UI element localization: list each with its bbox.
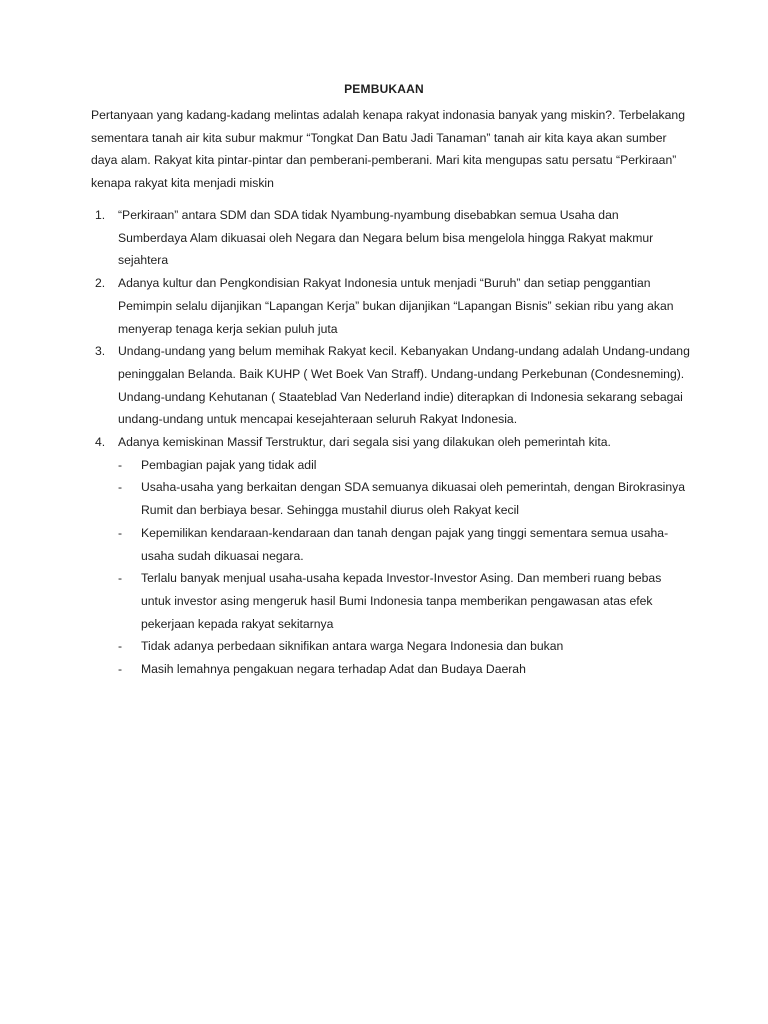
sublist-item-text: Usaha-usaha yang berkaitan dengan SDA semuanya dikuasai oleh pemerintah, dengan Birokrasinya Rumit dan berbiaya besar. Sehingga mustahil diurus oleh Rakyat kecil bbox=[141, 480, 686, 518]
dash-marker: - bbox=[118, 662, 123, 677]
dash-marker: - bbox=[118, 457, 123, 472]
dash-marker: - bbox=[118, 480, 123, 495]
list-item-text: Adanya kemiskinan Massif Terstruktur, dari segala sisi yang dilakukan oleh pemerintah kita. bbox=[118, 435, 611, 450]
list-item bbox=[91, 340, 691, 431]
sublist-item bbox=[118, 658, 691, 681]
numbered-list bbox=[91, 204, 691, 681]
document-title: PEMBUKAAN bbox=[344, 82, 424, 96]
sublist-item-text: Masih lemahnya pengakuan negara terhadap Adat dan Budaya Daerah bbox=[141, 662, 526, 677]
list-item bbox=[91, 431, 691, 681]
list-number: 4. bbox=[95, 435, 106, 450]
list-item bbox=[91, 204, 691, 272]
dash-marker: - bbox=[118, 571, 123, 586]
sublist-item-text: Pembagian pajak yang tidak adil bbox=[141, 457, 317, 472]
sublist-item bbox=[118, 522, 691, 567]
list-item-text: Adanya kultur dan Pengkondisian Rakyat Indonesia untuk menjadi “Buruh” dan setiap penggantian Pemimpin selalu dijanjikan “Lapangan Kerja” bukan dijanjikan “Lapangan Bisnis” sekian ribu yang akan menyerap tenaga kerja sekian puluh juta bbox=[118, 276, 674, 336]
sublist-item-text: Kepemilikan kendaraan-kendaraan dan tanah dengan pajak yang tinggi sementara semua usaha-usaha sudah dikuasai negara. bbox=[141, 525, 669, 563]
list-item-text: Undang-undang yang belum memihak Rakyat kecil. Kebanyakan Undang-undang adalah Undang-undang peninggalan Belanda. Baik KUHP ( Wet Boek Van Straff). Undang-undang Perkebunan (Condesneming). Undang-undang Kehutanan ( Staateblad Van Nederland indie) diterapkan di Indonesia sekarang sebagai undang-undang untuk mencapai kesejahteraan seluruh Rakyat Indonesia. bbox=[118, 344, 690, 427]
list-number: 3. bbox=[95, 344, 106, 359]
sublist-item bbox=[118, 476, 691, 521]
list-item-text: “Perkiraan” antara SDM dan SDA tidak Nyambung-nyambung disebabkan semua Usaha dan Sumberdaya Alam dikuasai oleh Negara dan Negara belum bisa mengelola hingga Rakyat makmur sejahtera bbox=[118, 208, 654, 268]
list-item bbox=[91, 272, 691, 340]
list-number: 1. bbox=[95, 208, 106, 222]
sublist-item-text: Terlalu banyak menjual usaha-usaha kepada Investor-Investor Asing. Dan memberi ruang bebas untuk investor asing mengeruk hasil Bumi Indonesia tanpa memberikan pengawasan atas efek pekerjaan kepada rakyat sekitarnya bbox=[141, 571, 662, 631]
dash-marker: - bbox=[118, 639, 123, 654]
dash-marker: - bbox=[118, 525, 123, 540]
sublist-item bbox=[118, 454, 691, 477]
sublist-item bbox=[118, 567, 691, 635]
intro-paragraph: Pertanyaan yang kadang-kadang melintas adalah kenapa rakyat indonasia banyak yang miskin?. Terbelakang sementara tanah air kita subur makmur “Tongkat Dan Batu Jadi Tanaman” tanah air kita kaya akan sumber daya alam. Rakyat kita pintar-pintar dan pemberani-pemberani. Mari kita mengupas satu persatu “Perkiraan” kenapa rakyat kita menjadi miskin bbox=[91, 108, 685, 191]
list-number: 2. bbox=[95, 276, 106, 291]
sublist-item bbox=[118, 635, 691, 658]
bullet-sublist bbox=[118, 454, 691, 681]
sublist-item-text: Tidak adanya perbedaan siknifikan antara warga Negara Indonesia dan bukan bbox=[141, 639, 564, 654]
